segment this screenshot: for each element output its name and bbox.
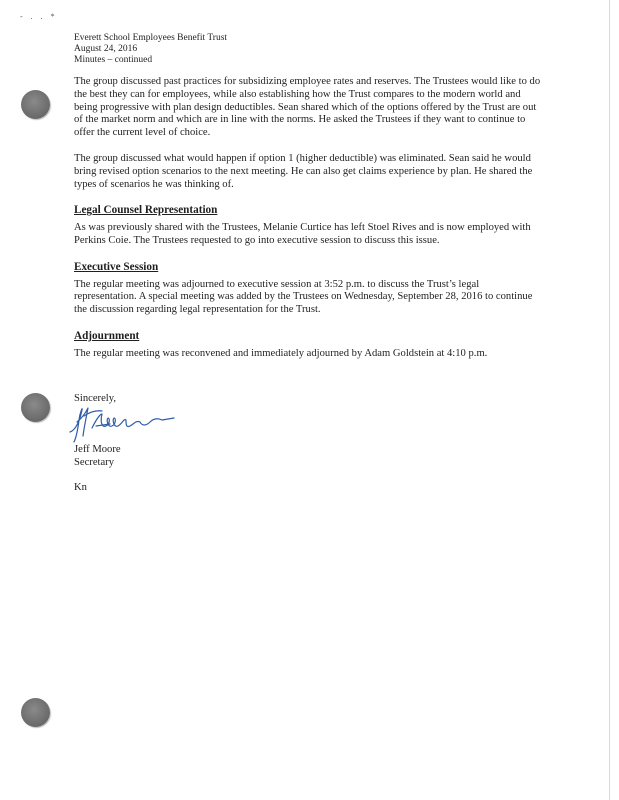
header-date: August 24, 2016 bbox=[74, 44, 138, 54]
signatory-block bbox=[74, 444, 121, 470]
hole-punch-icon bbox=[21, 698, 50, 727]
closing-salutation: Sincerely, bbox=[74, 393, 116, 404]
hole-punch-icon bbox=[21, 90, 50, 119]
paragraph-adjournment: The regular meeting was reconvened and immediately adjourned by Adam Goldstein at 4:10 p.m. bbox=[74, 347, 488, 359]
paragraph-executive-session: The regular meeting was adjourned to executive session at 3:52 p.m. to discuss the Trust’s legal representation. A special meeting was added by the Trustees on Wednesday, September 28, 2016 to continue the discussion regarding legal representation for the Trust. bbox=[74, 278, 533, 316]
paragraph-legal-counsel: As was previously shared with the Trustees, Melanie Curtice has left Stoel Rives and is now employed with Perkins Coie. The Trustees requested to go into executive session to discuss this issue. bbox=[74, 222, 531, 246]
signatory-title: Secretary bbox=[74, 456, 114, 468]
hole-punch-icon bbox=[21, 393, 50, 422]
document-body bbox=[74, 76, 544, 374]
heading-adjournment: Adjournment bbox=[74, 329, 140, 342]
typist-initials: Kn bbox=[74, 482, 87, 493]
paragraph-subsidy: The group discussed past practices for subsidizing employee rates and reserves. The Trustees would like to do the best they can for employees, while also establishing how the Trust compares to the modern world and being progressive with plan design deductibles. Sean shared which of the options offered by the Trust are out of the market norm and which are in line with the norms. He asked the Trustees if they want to continue to offer the current level of choice. bbox=[74, 76, 541, 139]
heading-executive-session: Executive Session bbox=[74, 260, 159, 273]
header-organization: Everett School Employees Benefit Trust bbox=[74, 33, 228, 43]
signature-icon bbox=[66, 402, 196, 450]
page-edge bbox=[609, 0, 610, 800]
scan-artifact: - . . * bbox=[20, 12, 58, 21]
signatory-name: Jeff Moore bbox=[74, 444, 121, 455]
paragraph-option-elimination: The group discussed what would happen if option 1 (higher deductible) was eliminated. Sean said he would bring revised option scenarios to the next meeting. He can also get claims experience by plan. He shared the types of scenarios he was thinking of. bbox=[74, 152, 533, 190]
heading-legal-counsel: Legal Counsel Representation bbox=[74, 204, 218, 217]
page-header bbox=[74, 33, 227, 66]
header-subtitle: Minutes – continued bbox=[74, 55, 153, 65]
